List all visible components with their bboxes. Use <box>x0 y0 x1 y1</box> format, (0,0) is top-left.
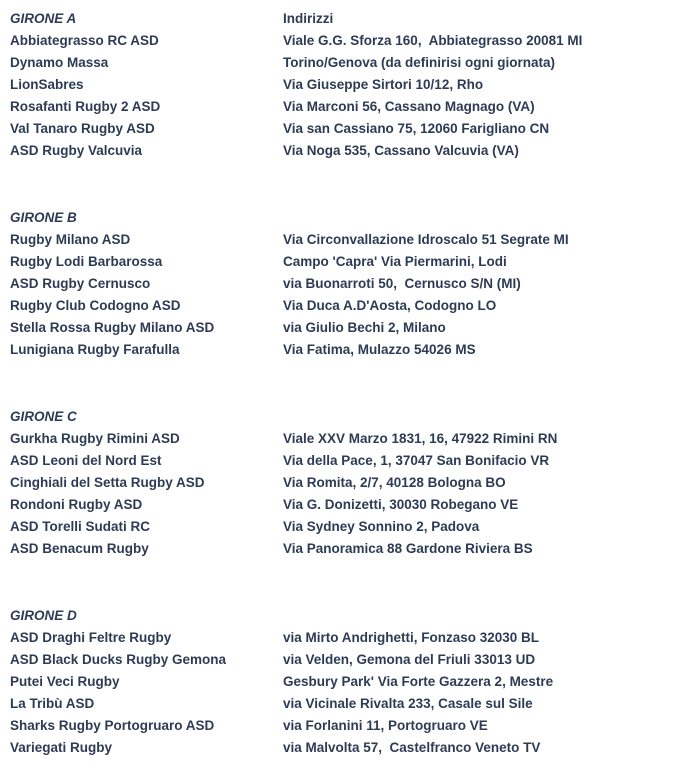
section-header-row <box>10 8 681 30</box>
table-row <box>10 30 681 52</box>
club-address: via Forlanini 11, Portogruaro VE <box>283 718 488 733</box>
club-name: Gurkha Rugby Rimini ASD <box>10 431 180 446</box>
table-row <box>10 140 681 162</box>
club-address: Viale XXV Marzo 1831, 16, 47922 Rimini RN <box>283 431 558 446</box>
club-address: Viale G.G. Sforza 160, Abbiategrasso 20081 MI <box>283 33 583 48</box>
club-address: Via Marconi 56, Cassano Magnago (VA) <box>283 99 535 114</box>
girone-title: GIRONE B <box>10 210 77 225</box>
club-name: ASD Draghi Feltre Rugby <box>10 630 172 645</box>
girone-section-d <box>10 605 681 759</box>
club-name: Dynamo Massa <box>10 55 109 70</box>
club-name: Rondoni Rugby ASD <box>10 497 143 512</box>
club-address: Via G. Donizetti, 30030 Robegano VE <box>283 497 519 512</box>
club-name: Lunigiana Rugby Farafulla <box>10 342 180 357</box>
table-row <box>10 472 681 494</box>
club-address: via Giulio Bechi 2, Milano <box>283 320 446 335</box>
club-name: La Tribù ASD <box>10 696 95 711</box>
club-name: LionSabres <box>10 77 84 92</box>
club-name: Rugby Club Codogno ASD <box>10 298 181 313</box>
girone-title: GIRONE A <box>10 11 77 26</box>
table-row <box>10 538 681 560</box>
club-address: Via Fatima, Mulazzo 54026 MS <box>283 342 476 357</box>
table-row <box>10 671 681 693</box>
club-address: Via san Cassiano 75, 12060 Farigliano CN <box>283 121 550 136</box>
table-row <box>10 229 681 251</box>
club-address: Via Duca A.D'Aosta, Codogno LO <box>283 298 497 313</box>
club-address: via Vicinale Rivalta 233, Casale sul Sile <box>283 696 533 711</box>
club-name: Variegati Rugby <box>10 740 113 755</box>
club-name: Cinghiali del Setta Rugby ASD <box>10 475 205 490</box>
table-row <box>10 273 681 295</box>
table-row <box>10 317 681 339</box>
club-address: Via Giuseppe Sirtori 10/12, Rho <box>283 77 484 92</box>
club-address: Via Romita, 2/7, 40128 Bologna BO <box>283 475 506 490</box>
club-name: Val Tanaro Rugby ASD <box>10 121 155 136</box>
table-row <box>10 450 681 472</box>
club-address: Via della Pace, 1, 37047 San Bonifacio VR <box>283 453 550 468</box>
club-address: Via Noga 535, Cassano Valcuvia (VA) <box>283 143 519 158</box>
club-address: via Velden, Gemona del Friuli 33013 UD <box>283 652 536 667</box>
club-name: Putei Veci Rugby <box>10 674 120 689</box>
club-address: Via Panoramica 88 Gardone Riviera BS <box>283 541 533 556</box>
club-name: ASD Torelli Sudati RC <box>10 519 151 534</box>
club-name: Rugby Milano ASD <box>10 232 131 247</box>
section-header-row <box>10 406 681 428</box>
table-row <box>10 627 681 649</box>
club-address: via Mirto Andrighetti, Fonzaso 32030 BL <box>283 630 540 645</box>
table-row <box>10 715 681 737</box>
club-address: Gesbury Park' Via Forte Gazzera 2, Mestre <box>283 674 554 689</box>
table-row <box>10 74 681 96</box>
club-name: Rugby Lodi Barbarossa <box>10 254 163 269</box>
girone-title: GIRONE C <box>10 409 77 424</box>
table-row <box>10 118 681 140</box>
club-address: via Buonarroti 50, Cernusco S/N (MI) <box>283 276 521 291</box>
club-name: ASD Leoni del Nord Est <box>10 453 162 468</box>
table-row <box>10 516 681 538</box>
table-row <box>10 428 681 450</box>
girone-section-b <box>10 207 681 361</box>
club-name: ASD Rugby Cernusco <box>10 276 151 291</box>
addresses-column-header: Indirizzi <box>283 11 334 26</box>
girone-section-c <box>10 406 681 560</box>
club-name: Abbiategrasso RC ASD <box>10 33 159 48</box>
club-name: ASD Rugby Valcuvia <box>10 143 143 158</box>
club-name: ASD Benacum Rugby <box>10 541 149 556</box>
club-address: via Malvolta 57, Castelfranco Veneto TV <box>283 740 541 755</box>
section-header-row <box>10 207 681 229</box>
table-row <box>10 52 681 74</box>
club-name: Sharks Rugby Portogruaro ASD <box>10 718 215 733</box>
table-row <box>10 649 681 671</box>
table-row <box>10 339 681 361</box>
table-row <box>10 295 681 317</box>
club-address: Campo 'Capra' Via Piermarini, Lodi <box>283 254 507 269</box>
club-address: Via Sydney Sonnino 2, Padova <box>283 519 480 534</box>
table-row <box>10 251 681 273</box>
table-row <box>10 96 681 118</box>
table-row <box>10 494 681 516</box>
club-address: Torino/Genova (da definirisi ogni giornata) <box>283 55 556 70</box>
table-row <box>10 737 681 759</box>
club-name: Rosafanti Rugby 2 ASD <box>10 99 161 114</box>
club-address: Via Circonvallazione Idroscalo 51 Segrate MI <box>283 232 569 247</box>
girone-title: GIRONE D <box>10 608 77 623</box>
club-name: Stella Rossa Rugby Milano ASD <box>10 320 215 335</box>
section-header-row <box>10 605 681 627</box>
girone-section-a <box>10 8 681 162</box>
club-name: ASD Black Ducks Rugby Gemona <box>10 652 227 667</box>
table-row <box>10 693 681 715</box>
